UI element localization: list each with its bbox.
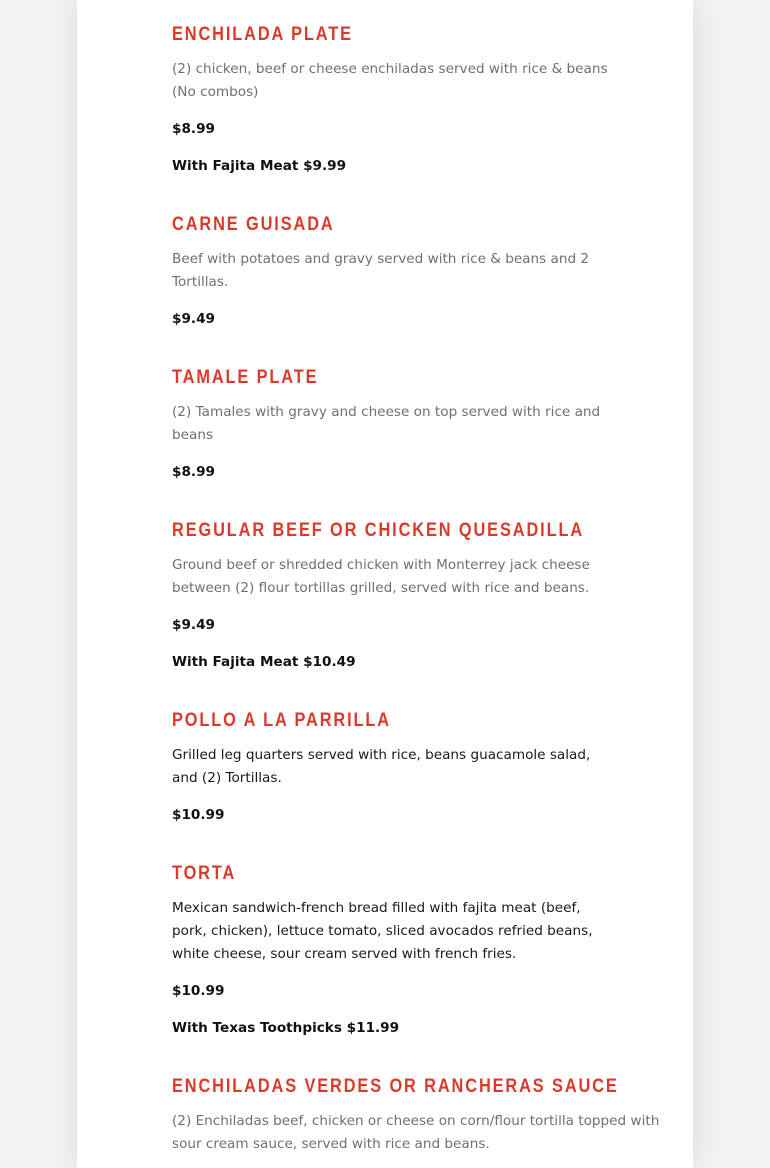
menu-item-title: CARNE GUISADA: [172, 214, 335, 235]
menu-item-description: Mexican sandwich-french bread filled with fajita meat (beef, pork, chicken), lettuce tomato, sliced avocados refried beans, white cheese, sour cream served with french fries.: [172, 900, 593, 962]
menu-item-carne-guisada: [172, 212, 612, 331]
menu-item-extra-price: With Fajita Meat $10.49: [172, 654, 356, 670]
menu-item-description: (2) Tamales with gravy and cheese on top served with rice and beans: [172, 404, 601, 443]
menu-item-price: $10.99: [172, 807, 225, 823]
menu-item-title: TORTA: [172, 863, 237, 884]
menu-item-title: TAMALE PLATE: [172, 367, 319, 388]
menu-item-extra-price: With Fajita Meat $9.99: [172, 158, 347, 174]
menu-item-title: REGULAR BEEF OR CHICKEN QUESADILLA: [172, 520, 585, 541]
menu-item-quesadilla: [172, 518, 651, 674]
menu-item-pollo-a-la-parrilla: [172, 708, 612, 827]
menu-item-price: $10.99: [172, 983, 225, 999]
menu-item-description: Beef with potatoes and gravy served with rice & beans and 2 Tortillas.: [172, 251, 590, 290]
menu-item-title: ENCHILADA PLATE: [172, 24, 353, 45]
menu-item-price: $9.49: [172, 617, 215, 633]
menu-item-title: ENCHILADAS VERDES OR RANCHERAS SAUCE: [172, 1076, 619, 1097]
menu-item-price: $9.49: [172, 311, 215, 327]
menu-item-description: (2) Enchiladas beef, chicken or cheese on corn/flour tortilla topped with sour cream sauce, served with rice and beans.: [172, 1113, 660, 1152]
menu-item-enchiladas-verdes: [172, 1074, 691, 1156]
menu-item-title: POLLO A LA PARRILLA: [172, 710, 392, 731]
menu-item-tamale-plate: [172, 365, 612, 484]
menu-item-description: Ground beef or shredded chicken with Monterrey jack cheese between (2) flour tortillas grilled, served with rice and beans.: [172, 557, 590, 596]
menu-item-torta: [172, 861, 612, 1040]
menu-page: [77, 0, 693, 1168]
menu-item-extra-price: With Texas Toothpicks $11.99: [172, 1020, 400, 1036]
menu-item-price: $8.99: [172, 464, 215, 480]
menu-item-description: Grilled leg quarters served with rice, beans guacamole salad, and (2) Tortillas.: [172, 747, 591, 786]
menu-item-description: (2) chicken, beef or cheese enchiladas served with rice & beans (No combos): [172, 61, 608, 100]
menu-item-enchilada-plate: [172, 22, 612, 178]
menu-item-price: $8.99: [172, 121, 215, 137]
